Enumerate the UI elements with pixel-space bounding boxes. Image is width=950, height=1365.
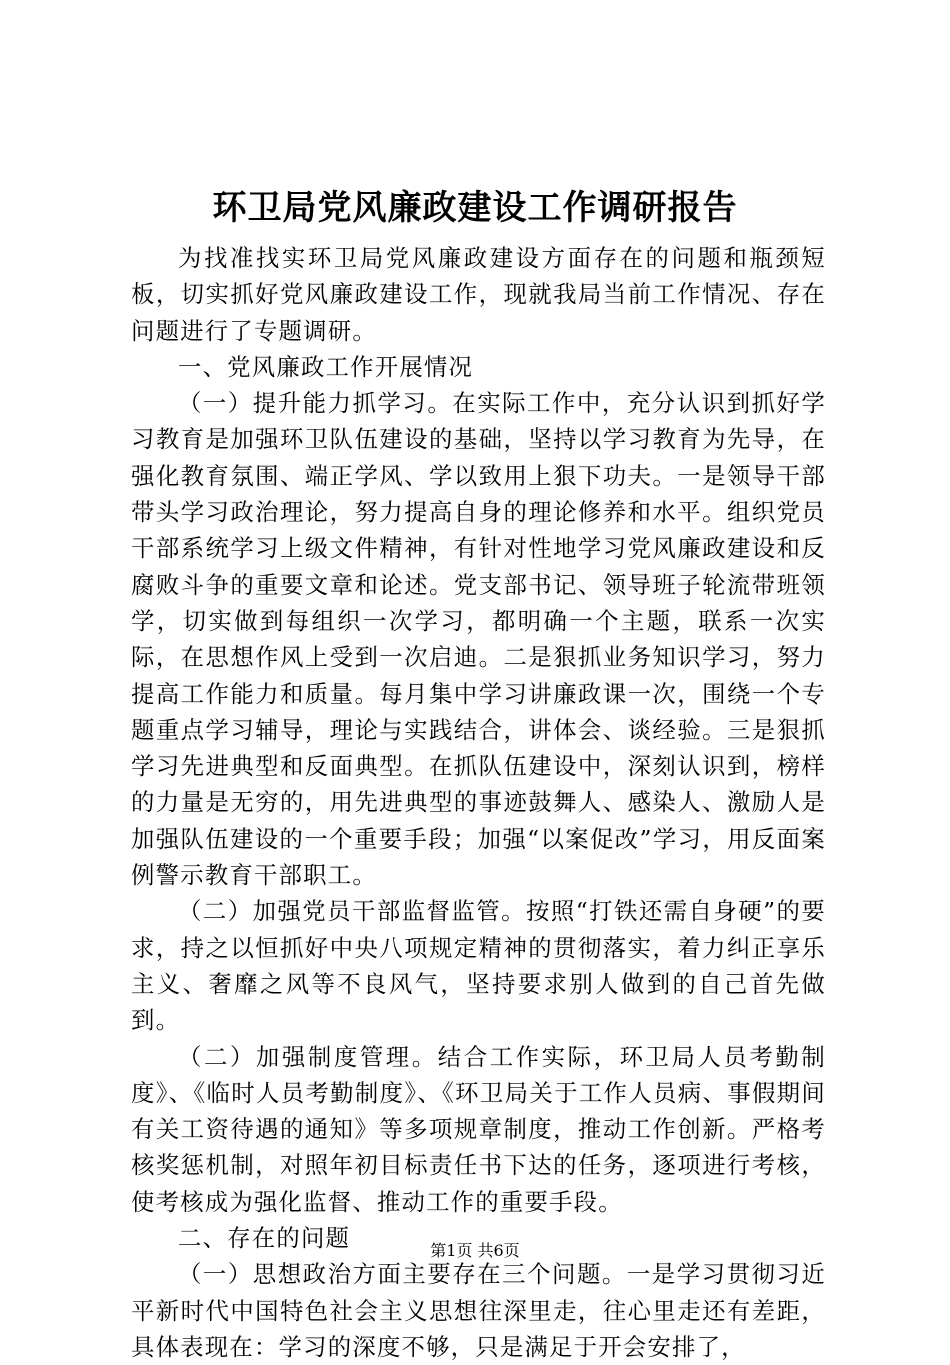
intro-paragraph: 为找准找实环卫局党风廉政建设方面存在的问题和瓶颈短板，切实抓好党风廉政建设工作，现就我局当前工作情况、存在问题进行了专题调研。 xyxy=(131,244,826,345)
document-title: 环卫局党风廉政建设工作调研报告 xyxy=(212,188,738,228)
page-number: 第1页 共6页 xyxy=(430,1241,520,1260)
section-heading-2: 二、存在的问题 xyxy=(178,1224,351,1253)
section-heading-1: 一、党风廉政工作开展情况 xyxy=(178,352,474,381)
body-paragraph-study: （一）提升能力抓学习。在实际工作中，充分认识到抓好学习教育是加强环卫队伍建设的基础，坚持以学习教育为先导，在强化教育氛围、端正学风、学以致用上狠下功夫。一是领导干部带头学习政治理论，努力提高自身的理论修养和水平。组织党员干部系统学习上级文件精神，有针对性地学习党风廉政建设和反腐败斗争的重要文章和论述。党支部书记、领导班子轮流带班领学，切实做到每组织一次学习，都明确一个主题，联系一次实际，在思想作风上受到一次启迪。二是狠抓业务知识学习，努力提高工作能力和质量。每月集中学习讲廉政课一次，围绕一个专题重点学习辅导，理论与实践结合，讲体会、谈经验。三是狠抓学习先进典型和反面典型。在抓队伍建设中，深刻认识到，榜样的力量是无穷的，用先进典型的事迹鼓舞人、感染人、激励人是加强队伍建设的一个重要手段；加强“以案促改”学习，用反面案例警示教育干部职工。 xyxy=(131,389,826,890)
document-body xyxy=(131,240,826,1365)
body-paragraph-system-management: （二）加强制度管理。结合工作实际，环卫局人员考勤制度》、《临时人员考勤制度》、《环卫局关于工作人员病、事假期间有关工资待遇的通知》等多项规章制度，推动工作创新。严格考核奖惩机制，对照年初目标责任书下达的任务，逐项进行考核，使考核成为强化监督、推动工作的重要手段。 xyxy=(131,1042,826,1216)
body-paragraph-supervision: （二）加强党员干部监督监管。按照“打铁还需自身硬”的要求，持之以恒抓好中央八项规定精神的贯彻落实，着力纠正享乐主义、奢靡之风等不良风气，坚持要求别人做到的自己首先做到。 xyxy=(131,897,826,1035)
body-paragraph-problems: （一）思想政治方面主要存在三个问题。一是学习贯彻习近平新时代中国特色社会主义思想往深里走，往心里走还有差距，具体表现在：学习的深度不够，只是满足于开会安排了， xyxy=(131,1260,826,1361)
